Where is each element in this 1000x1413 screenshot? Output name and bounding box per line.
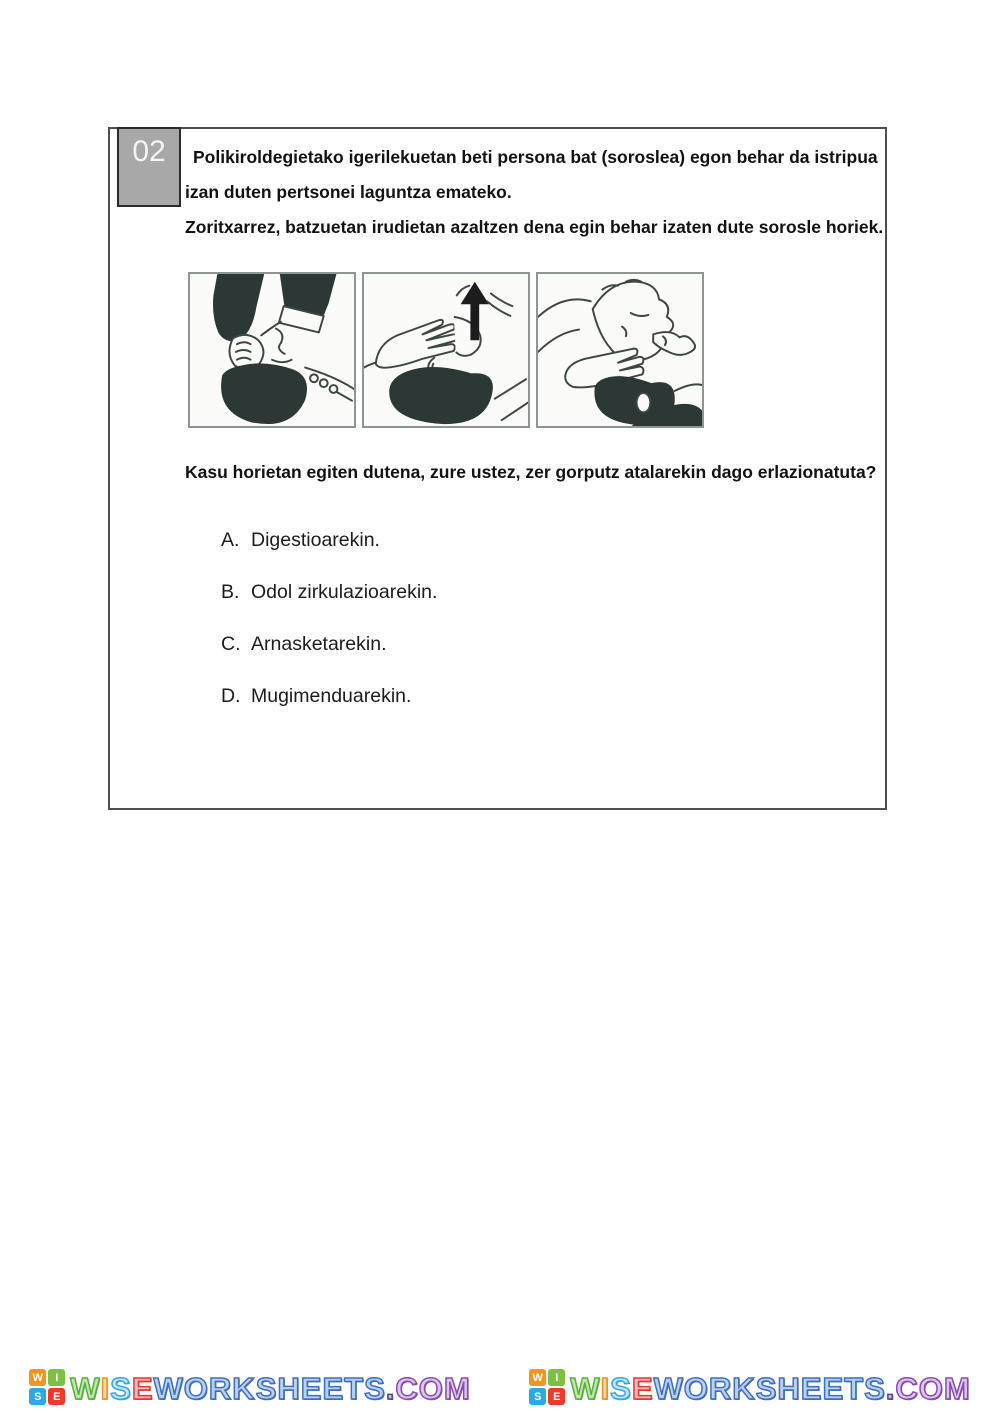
logo-letter-tile: S (29, 1388, 46, 1405)
option-text: Odol zirkulazioarekin. (251, 581, 438, 603)
rescue-breathing-drawing (538, 274, 702, 426)
head-tilt-drawing (364, 274, 528, 426)
option-row-d[interactable] (221, 685, 890, 708)
question-text: Kasu horietan egiten dutena, zure ustez, zer gorputz atalarekin dago erlazionatuta? (185, 462, 877, 482)
option-text: Arnasketarekin. (251, 633, 387, 655)
illustration-rescue-breathing (536, 272, 704, 428)
watermark-footer (0, 1362, 1000, 1412)
logo-letter-tile: E (548, 1388, 565, 1405)
logo-letter-tile: W (529, 1369, 546, 1386)
option-letter: D. (221, 685, 241, 707)
wiseworksheets-wordmark: WISEWORKSHEETS.COM (570, 1370, 971, 1406)
first-aid-illustrations (188, 272, 890, 428)
logo-letter-tile: I (48, 1369, 65, 1386)
question-box (108, 127, 887, 810)
logo-letter-tile: W (29, 1369, 46, 1386)
wiseworksheets-brand (529, 1369, 970, 1405)
option-text: Digestioarekin. (251, 529, 380, 551)
question-content (185, 140, 890, 737)
option-row-a[interactable] (221, 529, 890, 552)
option-letter: A. (221, 529, 240, 551)
option-row-c[interactable] (221, 633, 890, 656)
wiseworksheets-brand (29, 1369, 470, 1405)
wiseworksheets-logo-icon (29, 1369, 65, 1405)
wiseworksheets-wordmark: WISEWORKSHEETS.COM (70, 1370, 471, 1406)
question-intro (185, 140, 890, 245)
illustration-mouth-check (188, 272, 356, 428)
options-list (221, 529, 890, 708)
option-row-b[interactable] (221, 581, 890, 604)
question-number-badge: 02 (117, 127, 181, 207)
wiseworksheets-logo-icon (529, 1369, 565, 1405)
mouth-check-drawing (190, 274, 354, 426)
illustration-head-tilt (362, 272, 530, 428)
option-letter: C. (221, 633, 241, 655)
intro-paragraph-1: Polikiroldegietako igerilekuetan beti persona bat (soroslea) egon behar da istripua izan duten pertsonei laguntza emateko. (185, 147, 878, 202)
option-text: Mugimenduarekin. (251, 685, 412, 707)
option-letter: B. (221, 581, 240, 603)
logo-letter-tile: E (48, 1388, 65, 1405)
logo-letter-tile: S (529, 1388, 546, 1405)
intro-paragraph-2: Zoritxarrez, batzuetan irudietan azaltzen dena egin behar izaten dute sorosle horiek. (185, 217, 884, 237)
logo-letter-tile: I (548, 1369, 565, 1386)
